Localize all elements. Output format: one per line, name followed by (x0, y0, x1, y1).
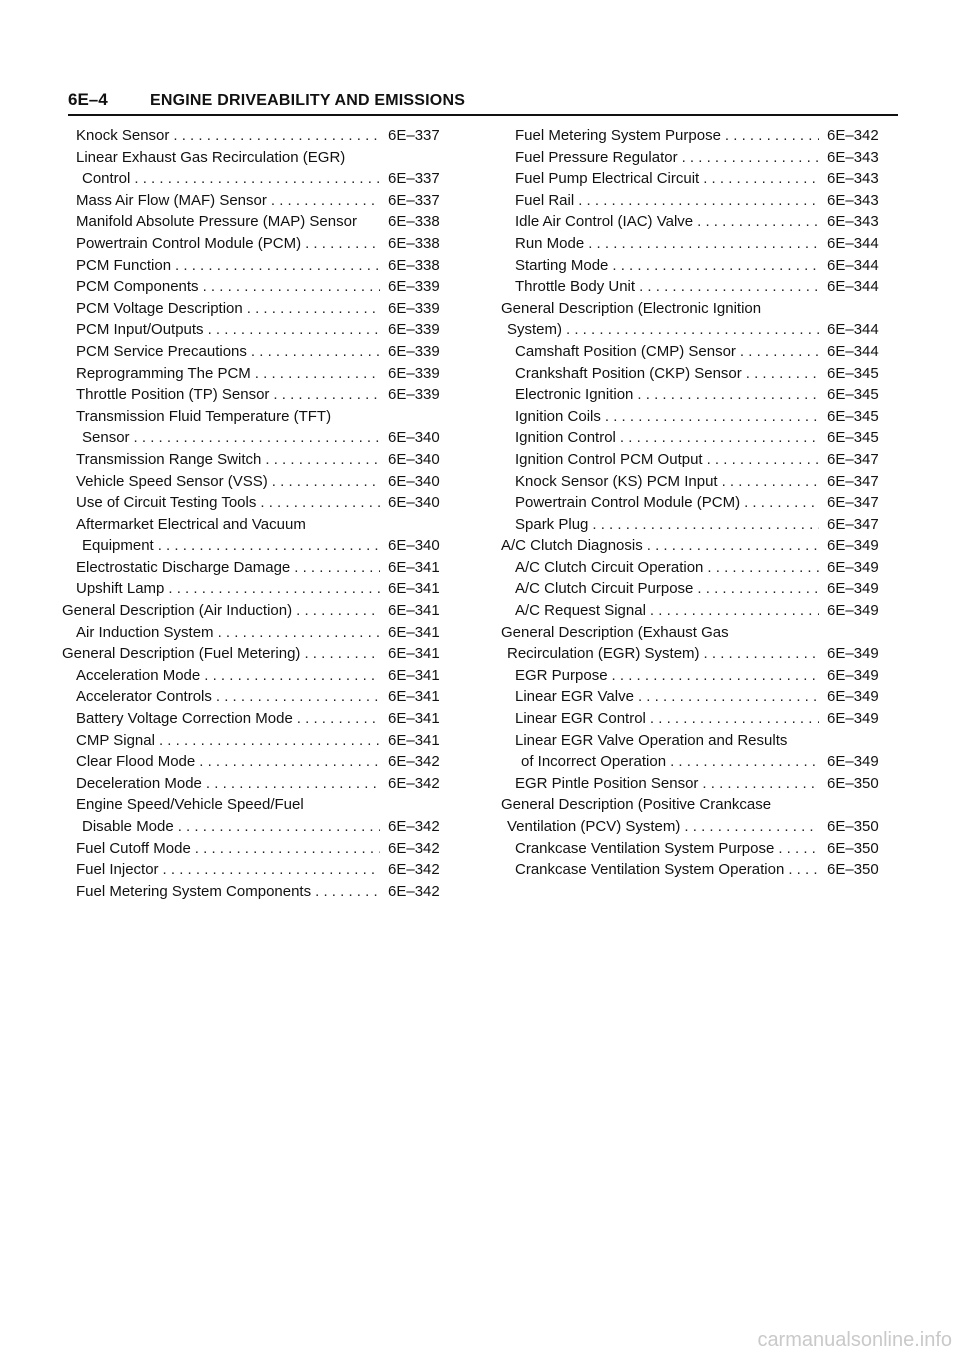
toc-entry[interactable] (62, 773, 460, 795)
toc-entry[interactable] (62, 147, 460, 190)
toc-entry[interactable] (501, 622, 899, 665)
toc-entry-title: Control (82, 170, 131, 188)
toc-entry-title: PCM Service Precautions (76, 342, 247, 360)
toc-dot-leader (578, 190, 819, 212)
toc-entry[interactable] (62, 686, 460, 708)
toc-entry-title: Disable Mode (82, 818, 174, 835)
toc-page-number: 6E–339 (388, 386, 440, 404)
toc-page-number: 6E–339 (388, 364, 440, 382)
toc-entry[interactable] (62, 600, 460, 622)
toc-page-number: 6E–347 (827, 472, 879, 490)
toc-page-number: 6E–341 (388, 645, 440, 663)
toc-dot-leader (315, 881, 380, 903)
toc-entry[interactable] (501, 665, 899, 687)
toc-entry-title: Starting Mode (515, 256, 609, 274)
toc-dot-leader (592, 514, 819, 536)
toc-page-number: 6E–349 (827, 688, 879, 706)
toc-page-number: 6E–341 (388, 710, 440, 728)
toc-entry-title: Upshift Lamp (76, 580, 165, 598)
toc-page-number: 6E–341 (388, 580, 440, 598)
toc-page-number: 6E–350 (827, 839, 879, 857)
toc-dot-leader (251, 341, 380, 363)
toc-entry-title: Fuel Pressure Regulator (515, 148, 678, 166)
toc-page-number: 6E–344 (827, 256, 879, 274)
toc-page-number: 6E–341 (388, 666, 440, 684)
toc-dot-leader (158, 535, 380, 557)
toc-entry-title: General Description (Electronic Ignition (501, 299, 762, 317)
toc-page-number: 6E–340 (388, 450, 440, 468)
toc-entry-title: of Incorrect Operation (521, 753, 667, 771)
toc-page-number: 6E–340 (388, 494, 440, 512)
toc-entry-title: General Description (Air Induction) (62, 602, 293, 620)
toc-page-number: 6E–340 (388, 429, 440, 447)
toc-entry-title: Transmission Range Switch (76, 450, 262, 468)
toc-page-number: 6E–343 (827, 191, 879, 209)
toc-dot-leader (566, 319, 819, 341)
toc-page-number: 6E–345 (827, 407, 879, 425)
toc-page-number: 6E–345 (827, 429, 879, 447)
toc-page-number: 6E–343 (827, 213, 879, 231)
toc-page-number: 6E–340 (388, 472, 440, 490)
toc-entry-title: System) (507, 321, 563, 339)
toc-dot-leader (725, 125, 819, 147)
toc-entry[interactable] (62, 730, 460, 752)
toc-page-number: 6E–338 (388, 213, 440, 231)
toc-entry[interactable] (501, 211, 899, 233)
toc-entry-title: Ignition Control (515, 429, 616, 447)
toc-entry[interactable] (501, 168, 899, 190)
toc-entry-title: Fuel Cutoff Mode (76, 839, 191, 857)
toc-entry[interactable] (501, 255, 899, 277)
toc-dot-leader (612, 255, 819, 277)
toc-entry[interactable] (62, 471, 460, 493)
toc-dot-leader (670, 751, 819, 773)
toc-entry-title: General Description (Exhaust Gas (501, 623, 729, 641)
toc-page-number: 6E–349 (827, 645, 879, 663)
toc-entry[interactable] (62, 578, 460, 600)
toc-dot-leader (650, 600, 819, 622)
toc-entry-title: PCM Voltage Description (76, 299, 243, 317)
toc-dot-leader (203, 276, 380, 298)
toc-entry[interactable] (62, 255, 460, 277)
toc-entry[interactable] (62, 751, 460, 773)
toc-entry-title: Accelerator Controls (76, 688, 212, 706)
toc-page-number: 6E–349 (827, 710, 879, 728)
toc-dot-leader (195, 838, 380, 860)
toc-entry-title: Throttle Body Unit (515, 278, 636, 296)
toc-page-number: 6E–337 (388, 191, 440, 209)
toc-dot-leader (650, 708, 819, 730)
toc-entry-title: A/C Clutch Circuit Purpose (515, 580, 694, 598)
toc-entry[interactable] (501, 708, 899, 730)
toc-entry-title: Fuel Pump Electrical Circuit (515, 170, 700, 188)
toc-entry-title: Engine Speed/Vehicle Speed/Fuel (76, 796, 304, 814)
toc-entry[interactable] (501, 794, 899, 837)
toc-dot-leader (159, 730, 380, 752)
toc-entry[interactable] (501, 838, 899, 860)
toc-page-number: 6E–339 (388, 278, 440, 296)
toc-entry[interactable] (501, 730, 899, 773)
toc-entry-title: Manifold Absolute Pressure (MAP) Sensor (76, 213, 357, 231)
toc-dot-leader (163, 859, 380, 881)
toc-entry-title: Clear Flood Mode (76, 753, 196, 771)
toc-entry[interactable] (501, 147, 899, 169)
toc-entry-title: Fuel Rail (515, 191, 575, 209)
toc-dot-leader (744, 492, 819, 514)
toc-dot-leader (697, 211, 819, 233)
toc-page-number: 6E–342 (388, 774, 440, 792)
toc-page-number: 6E–343 (827, 170, 879, 188)
toc-dot-leader (216, 686, 380, 708)
toc-page-number: 6E–344 (827, 234, 879, 252)
toc-page-number: 6E–350 (827, 774, 879, 792)
toc-page-number: 6E–339 (388, 342, 440, 360)
toc-entry-title: Aftermarket Electrical and Vacuum (76, 515, 306, 533)
toc-page-number: 6E–349 (827, 666, 879, 684)
toc-entry-title: A/C Clutch Circuit Operation (515, 558, 704, 576)
toc-page-number: 6E–347 (827, 494, 879, 512)
toc-page-number: 6E–339 (388, 299, 440, 317)
toc-page-number: 6E–349 (827, 753, 879, 771)
toc-entry[interactable] (501, 406, 899, 428)
toc-entry[interactable] (62, 125, 460, 147)
toc-page-number: 6E–339 (388, 321, 440, 339)
toc-dot-leader (746, 363, 819, 385)
toc-entry-title: Spark Plug (515, 515, 589, 533)
toc-entry[interactable] (501, 471, 899, 493)
toc-dot-leader (297, 708, 380, 730)
toc-entry-title: Linear EGR Control (515, 710, 646, 728)
toc-entry-title: Run Mode (515, 234, 585, 252)
toc-entry-title: EGR Pintle Position Sensor (515, 774, 699, 792)
toc-entry-title: Reprogramming The PCM (76, 364, 251, 382)
toc-page-number: 6E–344 (827, 278, 879, 296)
toc-entry-title: Sensor (82, 429, 130, 447)
toc-page-number: 6E–341 (388, 558, 440, 576)
toc-dot-leader (612, 665, 819, 687)
toc-entry[interactable] (501, 492, 899, 514)
toc-page-number: 6E–337 (388, 127, 440, 144)
toc-entry-title: Use of Circuit Testing Tools (76, 494, 257, 512)
toc-entry-title: Mass Air Flow (MAF) Sensor (76, 191, 267, 209)
toc-entry[interactable] (62, 708, 460, 730)
toc-dot-leader (684, 816, 819, 838)
toc-dot-leader (168, 578, 380, 600)
toc-entry-title: Camshaft Position (CMP) Sensor (515, 342, 736, 360)
toc-entry-title: Fuel Metering System Purpose (515, 127, 721, 144)
toc-entry-title: Idle Air Control (IAC) Valve (515, 213, 694, 231)
toc-entry[interactable] (501, 578, 899, 600)
toc-entry-title: Fuel Metering System Components (76, 882, 312, 900)
toc-page-number: 6E–343 (827, 148, 879, 166)
toc-entry[interactable] (62, 881, 460, 903)
toc-dot-leader (682, 147, 819, 169)
toc-page-number: 6E–344 (827, 342, 879, 360)
toc-entry[interactable] (501, 773, 899, 795)
toc-dot-leader (647, 535, 819, 557)
toc-dot-leader (296, 600, 380, 622)
toc-dot-leader (704, 643, 819, 665)
toc-entry-title: Acceleration Mode (76, 666, 201, 684)
toc-entry[interactable] (501, 557, 899, 579)
toc-page-number: 6E–342 (388, 839, 440, 857)
toc-entry[interactable] (62, 298, 460, 320)
toc-dot-leader (707, 449, 819, 471)
toc-entry[interactable] (62, 233, 460, 255)
toc-dot-leader (702, 773, 819, 795)
toc-entry-title: Equipment (82, 537, 154, 555)
toc-entry-title: Powertrain Control Module (PCM) (515, 494, 741, 512)
toc-dot-leader (588, 233, 819, 255)
toc-entry-title: Vehicle Speed Sensor (VSS) (76, 472, 268, 490)
toc-entry-title: Transmission Fluid Temperature (TFT) (76, 407, 332, 425)
toc-dot-leader (620, 427, 819, 449)
toc-right-column (501, 125, 899, 881)
toc-page-number: 6E–344 (827, 321, 879, 339)
toc-dot-leader (778, 838, 819, 860)
toc-dot-leader (173, 125, 380, 147)
toc-entry[interactable] (62, 643, 460, 665)
toc-entry[interactable] (501, 427, 899, 449)
toc-page-number: 6E–349 (827, 580, 879, 598)
toc-entry[interactable] (501, 125, 899, 147)
toc-page-number: 6E–341 (388, 602, 440, 620)
toc-entry-title: Battery Voltage Correction Mode (76, 710, 293, 728)
toc-dot-leader (294, 557, 380, 579)
toc-dot-leader (260, 492, 380, 514)
toc-entry[interactable] (62, 665, 460, 687)
toc-page-number: 6E–349 (827, 602, 879, 620)
toc-page-number: 6E–338 (388, 256, 440, 274)
toc-dot-leader (134, 168, 380, 190)
page-title: ENGINE DRIVEABILITY AND EMISSIONS (150, 92, 466, 109)
toc-dot-leader (206, 773, 380, 795)
toc-page-number: 6E–349 (827, 537, 879, 555)
toc-page-number: 6E–338 (388, 234, 440, 252)
toc-page-number: 6E–350 (827, 818, 879, 835)
toc-entry-title: Linear Exhaust Gas Recirculation (EGR) (76, 148, 346, 166)
toc-dot-leader (271, 190, 380, 212)
toc-entry[interactable] (501, 449, 899, 471)
watermark: carmanualsonline.info (757, 1329, 952, 1351)
toc-page-number: 6E–337 (388, 170, 440, 188)
toc-entry-title: Air Induction System (76, 623, 214, 641)
toc-entry[interactable] (62, 794, 460, 837)
toc-dot-leader (178, 816, 380, 838)
toc-entry-title: General Description (Positive Crankcase (501, 796, 772, 814)
toc-dot-leader (134, 427, 380, 449)
toc-entry[interactable] (501, 276, 899, 298)
toc-dot-leader (208, 319, 380, 341)
toc-entry-title: Crankcase Ventilation System Operation (515, 861, 785, 879)
toc-page-number: 6E–341 (388, 688, 440, 706)
toc-entry[interactable] (501, 341, 899, 363)
toc-entry[interactable] (62, 622, 460, 644)
toc-entry[interactable] (62, 384, 460, 406)
toc-entry[interactable] (501, 384, 899, 406)
toc-dot-leader (605, 406, 819, 428)
toc-entry-title: Knock Sensor (KS) PCM Input (515, 472, 718, 490)
toc-dot-leader (273, 384, 380, 406)
toc-dot-leader (247, 298, 380, 320)
toc-dot-leader (740, 341, 819, 363)
toc-entry-title: EGR Purpose (515, 666, 608, 684)
toc-dot-leader (175, 255, 380, 277)
toc-dot-leader (722, 471, 819, 493)
toc-entry[interactable] (62, 319, 460, 341)
toc-entry[interactable] (501, 600, 899, 622)
toc-entry[interactable] (62, 859, 460, 881)
toc-entry-title: Linear EGR Valve Operation and Results (515, 731, 788, 749)
toc-entry-title: Knock Sensor (76, 127, 170, 144)
toc-page-number: 6E–342 (827, 127, 879, 144)
toc-page-number: 6E–347 (827, 450, 879, 468)
toc-entry-title: CMP Signal (76, 731, 155, 749)
toc-page-number: 6E–349 (827, 558, 879, 576)
toc-page-number: 6E–342 (388, 861, 440, 879)
toc-dot-leader (218, 622, 380, 644)
toc-page-number: 6E–342 (388, 818, 440, 835)
toc-entry[interactable] (62, 211, 460, 233)
toc-entry[interactable] (62, 190, 460, 212)
toc-entry[interactable] (62, 406, 460, 449)
toc-entry-title: Ignition Coils (515, 407, 601, 425)
toc-dot-leader (255, 363, 380, 385)
toc-entry-title: Deceleration Mode (76, 774, 202, 792)
toc-entry[interactable] (62, 449, 460, 471)
toc-entry[interactable] (501, 514, 899, 536)
toc-dot-leader (265, 449, 380, 471)
toc-entry[interactable] (62, 514, 460, 557)
toc-entry-title: Throttle Position (TP) Sensor (76, 386, 270, 404)
toc-entry-title: Electronic Ignition (515, 386, 634, 404)
toc-page-number: 6E–345 (827, 386, 879, 404)
toc-page-number: 6E–350 (827, 861, 879, 879)
toc-dot-leader (304, 643, 380, 665)
toc-entry-title: A/C Request Signal (515, 602, 646, 620)
toc-dot-leader (637, 384, 819, 406)
toc-entry[interactable] (501, 859, 899, 881)
toc-entry-title: PCM Input/Outputs (76, 321, 204, 339)
toc-entry[interactable] (62, 557, 460, 579)
toc-entry[interactable] (62, 276, 460, 298)
toc-entry-title: Crankcase Ventilation System Purpose (515, 839, 775, 857)
toc-entry-title: Crankshaft Position (CKP) Sensor (515, 364, 742, 382)
toc-page-number: 6E–341 (388, 731, 440, 749)
page-number: 6E–4 (68, 90, 108, 109)
toc-entry[interactable] (62, 363, 460, 385)
toc-page-number: 6E–347 (827, 515, 879, 533)
toc-entry[interactable] (501, 686, 899, 708)
header-rule (68, 114, 898, 116)
toc-entry-title: Recirculation (EGR) System) (507, 645, 700, 663)
toc-dot-leader (638, 686, 819, 708)
toc-entry-title: Powertrain Control Module (PCM) (76, 234, 302, 252)
toc-entry[interactable] (501, 190, 899, 212)
toc-dot-leader (272, 471, 380, 493)
toc-page-number: 6E–340 (388, 537, 440, 555)
toc-entry[interactable] (62, 838, 460, 860)
toc-entry[interactable] (62, 341, 460, 363)
toc-entry-title: Ignition Control PCM Output (515, 450, 703, 468)
toc-dot-leader (703, 168, 819, 190)
toc-page-number: 6E–342 (388, 753, 440, 771)
toc-entry[interactable] (501, 535, 899, 557)
toc-dot-leader (707, 557, 819, 579)
toc-page-number: 6E–345 (827, 364, 879, 382)
toc-entry-title: Linear EGR Valve (515, 688, 634, 706)
toc-entry-title: General Description (Fuel Metering) (62, 645, 301, 663)
toc-entry-title: PCM Components (76, 278, 199, 296)
toc-entry-title: Fuel Injector (76, 861, 159, 879)
toc-dot-leader (204, 665, 380, 687)
toc-entry-title: PCM Function (76, 256, 172, 274)
toc-page-number: 6E–341 (388, 623, 440, 641)
toc-entry[interactable] (62, 492, 460, 514)
toc-dot-leader (697, 578, 819, 600)
toc-dot-leader (305, 233, 380, 255)
toc-entry[interactable] (501, 233, 899, 255)
toc-dot-leader (199, 751, 380, 773)
toc-entry-title: Electrostatic Discharge Damage (76, 558, 291, 576)
toc-page-number: 6E–342 (388, 882, 440, 900)
toc-dot-leader (788, 859, 819, 881)
toc-entry[interactable] (501, 298, 899, 341)
page-header (68, 90, 898, 116)
toc-entry-title: Ventilation (PCV) System) (507, 818, 681, 835)
toc-left-column (62, 125, 460, 902)
toc-entry-title: A/C Clutch Diagnosis (501, 537, 643, 555)
toc-entry[interactable] (501, 363, 899, 385)
toc-dot-leader (639, 276, 819, 298)
